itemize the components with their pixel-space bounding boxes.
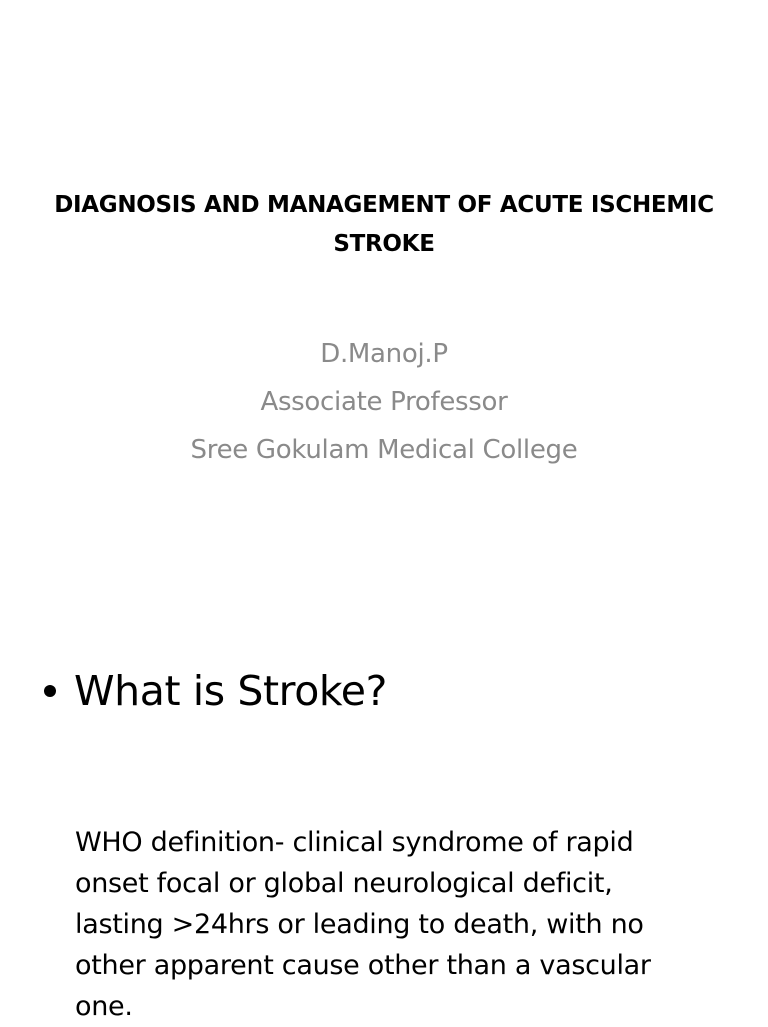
author-name: D.Manoj.P [320, 339, 448, 369]
author-position: Associate Professor [260, 387, 508, 417]
presentation-title: DIAGNOSIS AND MANAGEMENT OF ACUTE ISCHEMIC STROKE [54, 192, 714, 257]
bullet-item [44, 664, 387, 718]
bullet-text: What is Stroke? [74, 667, 387, 715]
author-block [40, 330, 728, 474]
author-institution: Sree Gokulam Medical College [190, 435, 578, 465]
bullet-dot-icon [44, 685, 56, 697]
content-slide [0, 640, 768, 1024]
who-definition-text: WHO definition- clinical syndrome of rapid onset focal or global neurological deficit, lasting >24hrs or leading to death, with no other apparent cause other than a vascular one. [75, 827, 651, 1022]
